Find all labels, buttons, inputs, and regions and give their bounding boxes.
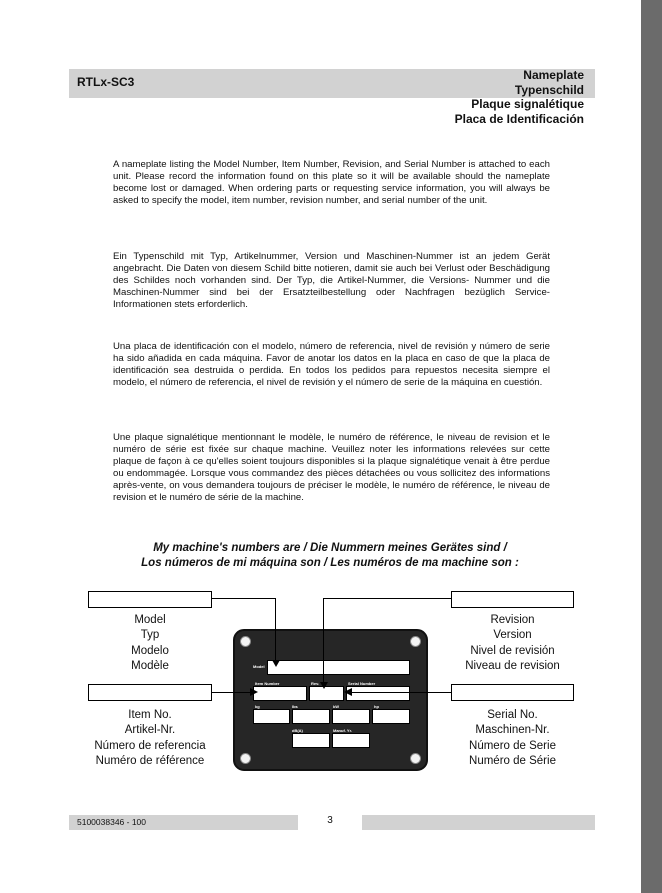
page-title <box>455 68 584 126</box>
paragraph-english: A nameplate listing the Model Number, Item Number, Revision, and Serial Number is attached to each unit. Please record the information found on this plate so it will be available should the nameplate become lost or damaged. When ordering parts or requesting service information, you will always be asked to specify the model, item number, revision number, and serial number of the unit. <box>113 159 550 206</box>
model-connector-line <box>212 598 276 599</box>
plate-kw-label: kW <box>333 704 339 709</box>
nameplate-illustration <box>233 629 428 771</box>
serial-label-fr: Numéro de Série <box>469 754 556 767</box>
paragraph-spanish: Una placa de identificación con el modelo, número de referencia, nivel de revisión y número de serie ha sido añadida en cada máquina. Favor de anotar los datos en la placa en caso de que la placa de identificación sea destruida o perdida. En todos los pedidos para repuestos necesita siempre el modelo, el número de referencia, el nivel de revisión y el número de serie de la máquina en cuestión. <box>113 341 550 388</box>
plate-rev-label: Rev. <box>311 681 320 686</box>
caption <box>60 541 600 571</box>
item-number-labels <box>88 708 212 769</box>
plate-hp-label: hp <box>374 704 379 709</box>
rivet-icon <box>410 753 421 764</box>
plate-kg-field <box>253 709 290 724</box>
plate-db-label: dB(A) <box>292 728 303 733</box>
rivet-icon <box>240 753 251 764</box>
model-label-de: Typ <box>140 629 160 642</box>
footer-doc-number: 5100038346 - 100 <box>77 817 147 827</box>
plate-kg-label: kg <box>255 704 260 709</box>
title-en: Nameplate <box>523 68 584 82</box>
plate-hp-field <box>372 709 410 724</box>
rivet-icon <box>410 636 421 647</box>
serial-label-es: Número de Serie <box>469 739 556 752</box>
rivet-icon <box>240 636 251 647</box>
plate-item-number-label: Item Number <box>255 681 280 686</box>
arrow-down-icon <box>272 660 280 667</box>
title-es: Placa de Identificación <box>454 111 584 126</box>
item-label-es: Número de referencia <box>94 739 206 752</box>
revision-label-de: Version <box>493 629 532 642</box>
viewer-background <box>641 0 662 893</box>
model-input-box[interactable] <box>88 591 212 608</box>
plate-kw-field <box>332 709 370 724</box>
revision-label-en: Revision <box>490 614 535 626</box>
item-label-fr: Numéro de référence <box>95 754 205 767</box>
paragraph-french: Une plaque signalétique mentionnant le modèle, le numéro de référence, le niveau de revision et le numéro de série est fixée sur chaque machine. Veuillez noter les informations relevées sur cette plaque de façon à ce qu'elles soient toujours disponibles si la plaque signalétique venait à être perdue ou endommagée. Lorsque vous commandez des pièces détachées ou vous sollicitez des informations après-vente, on vous demandera toujours de préciser le modèle, le numéro de référence, le niveau de revision et le numéro de série de la machine. <box>113 432 550 503</box>
plate-model-field <box>267 660 410 675</box>
item-number-input-box[interactable] <box>88 684 212 701</box>
serial-number-input-box[interactable] <box>451 684 574 701</box>
paragraph-german: Ein Typenschild mit Typ, Artikelnummer, Version und Maschinen-Nummer ist an jedem Gerät angebracht. Die Daten von diesem Schild bitte notieren, damit sie auch bei Verlust oder Beschädigung des Schildes noch vorhanden sind. Der Typ, die Artikel-Nummer, die Versions- Nummer und die Maschinen-Nummer sind bei der Ersatzteilbestellung oder Nachfragen bezüglich Service-Informationen stets erforderlich. <box>113 251 550 310</box>
footer-bar-right <box>362 815 595 830</box>
caption-line-1: My machine's numbers are / Die Nummern meines Gerätes sind / <box>153 542 507 554</box>
item-label-de: Artikel-Nr. <box>124 724 176 737</box>
revision-connector-line <box>323 598 324 682</box>
caption-line-2: Los números de mi máquina son / Les numéros de ma machine son : <box>141 557 519 569</box>
arrow-right-icon <box>250 688 258 696</box>
plate-serial-number-field <box>346 686 410 701</box>
model-labels <box>88 613 212 674</box>
model-label-en: Model <box>134 614 166 626</box>
plate-manuf-year-field <box>332 733 370 748</box>
doc-code: RTLx-SC3 <box>77 75 135 89</box>
serial-connector-line <box>352 692 451 693</box>
serial-label-en: Serial No. <box>487 709 538 721</box>
page-number: 3 <box>327 815 333 826</box>
plate-lbs-field <box>292 709 330 724</box>
revision-labels <box>451 613 574 674</box>
plate-manuf-year-label: Manuf. Yr. <box>333 728 353 733</box>
serial-label-de: Maschinen-Nr. <box>475 724 550 737</box>
model-label-fr: Modèle <box>131 659 169 672</box>
model-label-es: Modelo <box>131 644 169 657</box>
title-fr: Plaque signalétique <box>471 97 584 111</box>
model-connector-line <box>275 598 276 660</box>
revision-connector-line <box>323 598 451 599</box>
plate-lbs-label: lbs <box>292 704 298 709</box>
revision-label-fr: Niveau de revision <box>465 659 560 672</box>
arrow-down-icon <box>320 682 328 689</box>
item-label-en: Item No. <box>128 709 172 721</box>
title-de: Typenschild <box>514 82 584 97</box>
item-connector-line <box>212 692 252 693</box>
plate-item-number-field <box>253 686 307 701</box>
revision-input-box[interactable] <box>451 591 574 608</box>
arrow-left-icon <box>344 688 352 696</box>
plate-model-label: Model <box>253 664 265 669</box>
serial-number-labels <box>451 708 574 769</box>
plate-serial-number-label: Serial Number <box>348 681 376 686</box>
revision-label-es: Nivel de revisión <box>470 644 555 657</box>
plate-db-field <box>292 733 330 748</box>
